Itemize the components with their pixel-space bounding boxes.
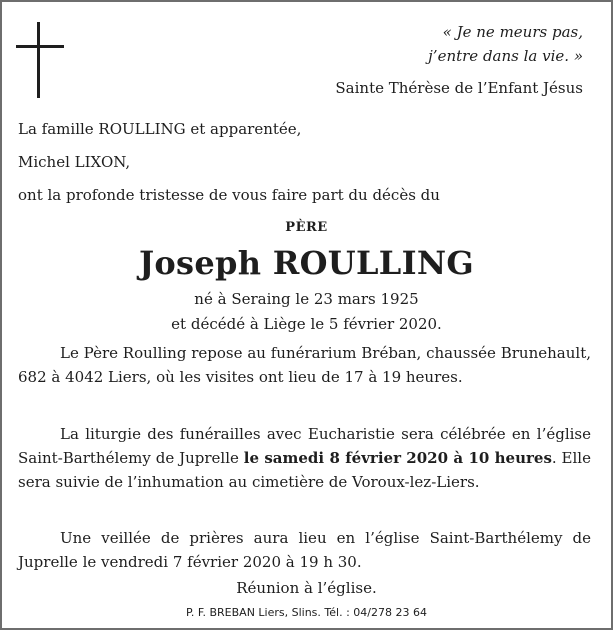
birth-info: né à Seraing le 23 mars 1925 [194, 290, 419, 308]
liturgy-text-b: . Elle sera suivie de l’inhumation au cimetière de Voroux-lez-Liers. [18, 449, 591, 491]
liturgy-date: le samedi 8 février 2020 à 10 heures [243, 449, 552, 467]
funerarium-paragraph [18, 341, 591, 389]
death-info: et décédé à Liège le 5 février 2020. [171, 315, 442, 333]
funerarium-text: Le Père Roulling repose au funérarium Bréban, chaussée Brunehault, 682 à 4042 Liers, où les visites ont lieu de 17 à 19 heures. [18, 344, 591, 386]
vigil-paragraph [18, 526, 591, 574]
deceased-name: Joseph ROULLING [138, 244, 475, 282]
funeral-home-footer: P. F. BREBAN Liers, Slins. Tél. : 04/278 23 64 [186, 606, 427, 619]
liturgy-paragraph [18, 422, 591, 494]
deceased-title: PÈRE [285, 220, 328, 235]
quote-author: Sainte Thérèse de l’Enfant Jésus [335, 79, 583, 97]
family-line-1: La famille ROULLING et apparentée, [18, 120, 302, 138]
liturgy-text-a: La liturgie des funérailles avec Eucharistie sera célébrée en l’église Saint-Barthélemy de Juprelle [18, 425, 591, 467]
vigil-text: Une veillée de prières aura lieu en l’église Saint-Barthélemy de Juprelle le vendredi 7 février 2020 à 19 h 30. [18, 529, 591, 571]
announcement-line: ont la profonde tristesse de vous faire part du décès du [18, 186, 440, 204]
reunion-line: Réunion à l’église. [236, 579, 377, 597]
cross-icon [16, 22, 64, 98]
family-line-2: Michel LIXON, [18, 153, 131, 171]
quote-line-1: « Je ne meurs pas, [442, 23, 583, 41]
quote-line-2: j’entre dans la vie. » [428, 47, 583, 65]
